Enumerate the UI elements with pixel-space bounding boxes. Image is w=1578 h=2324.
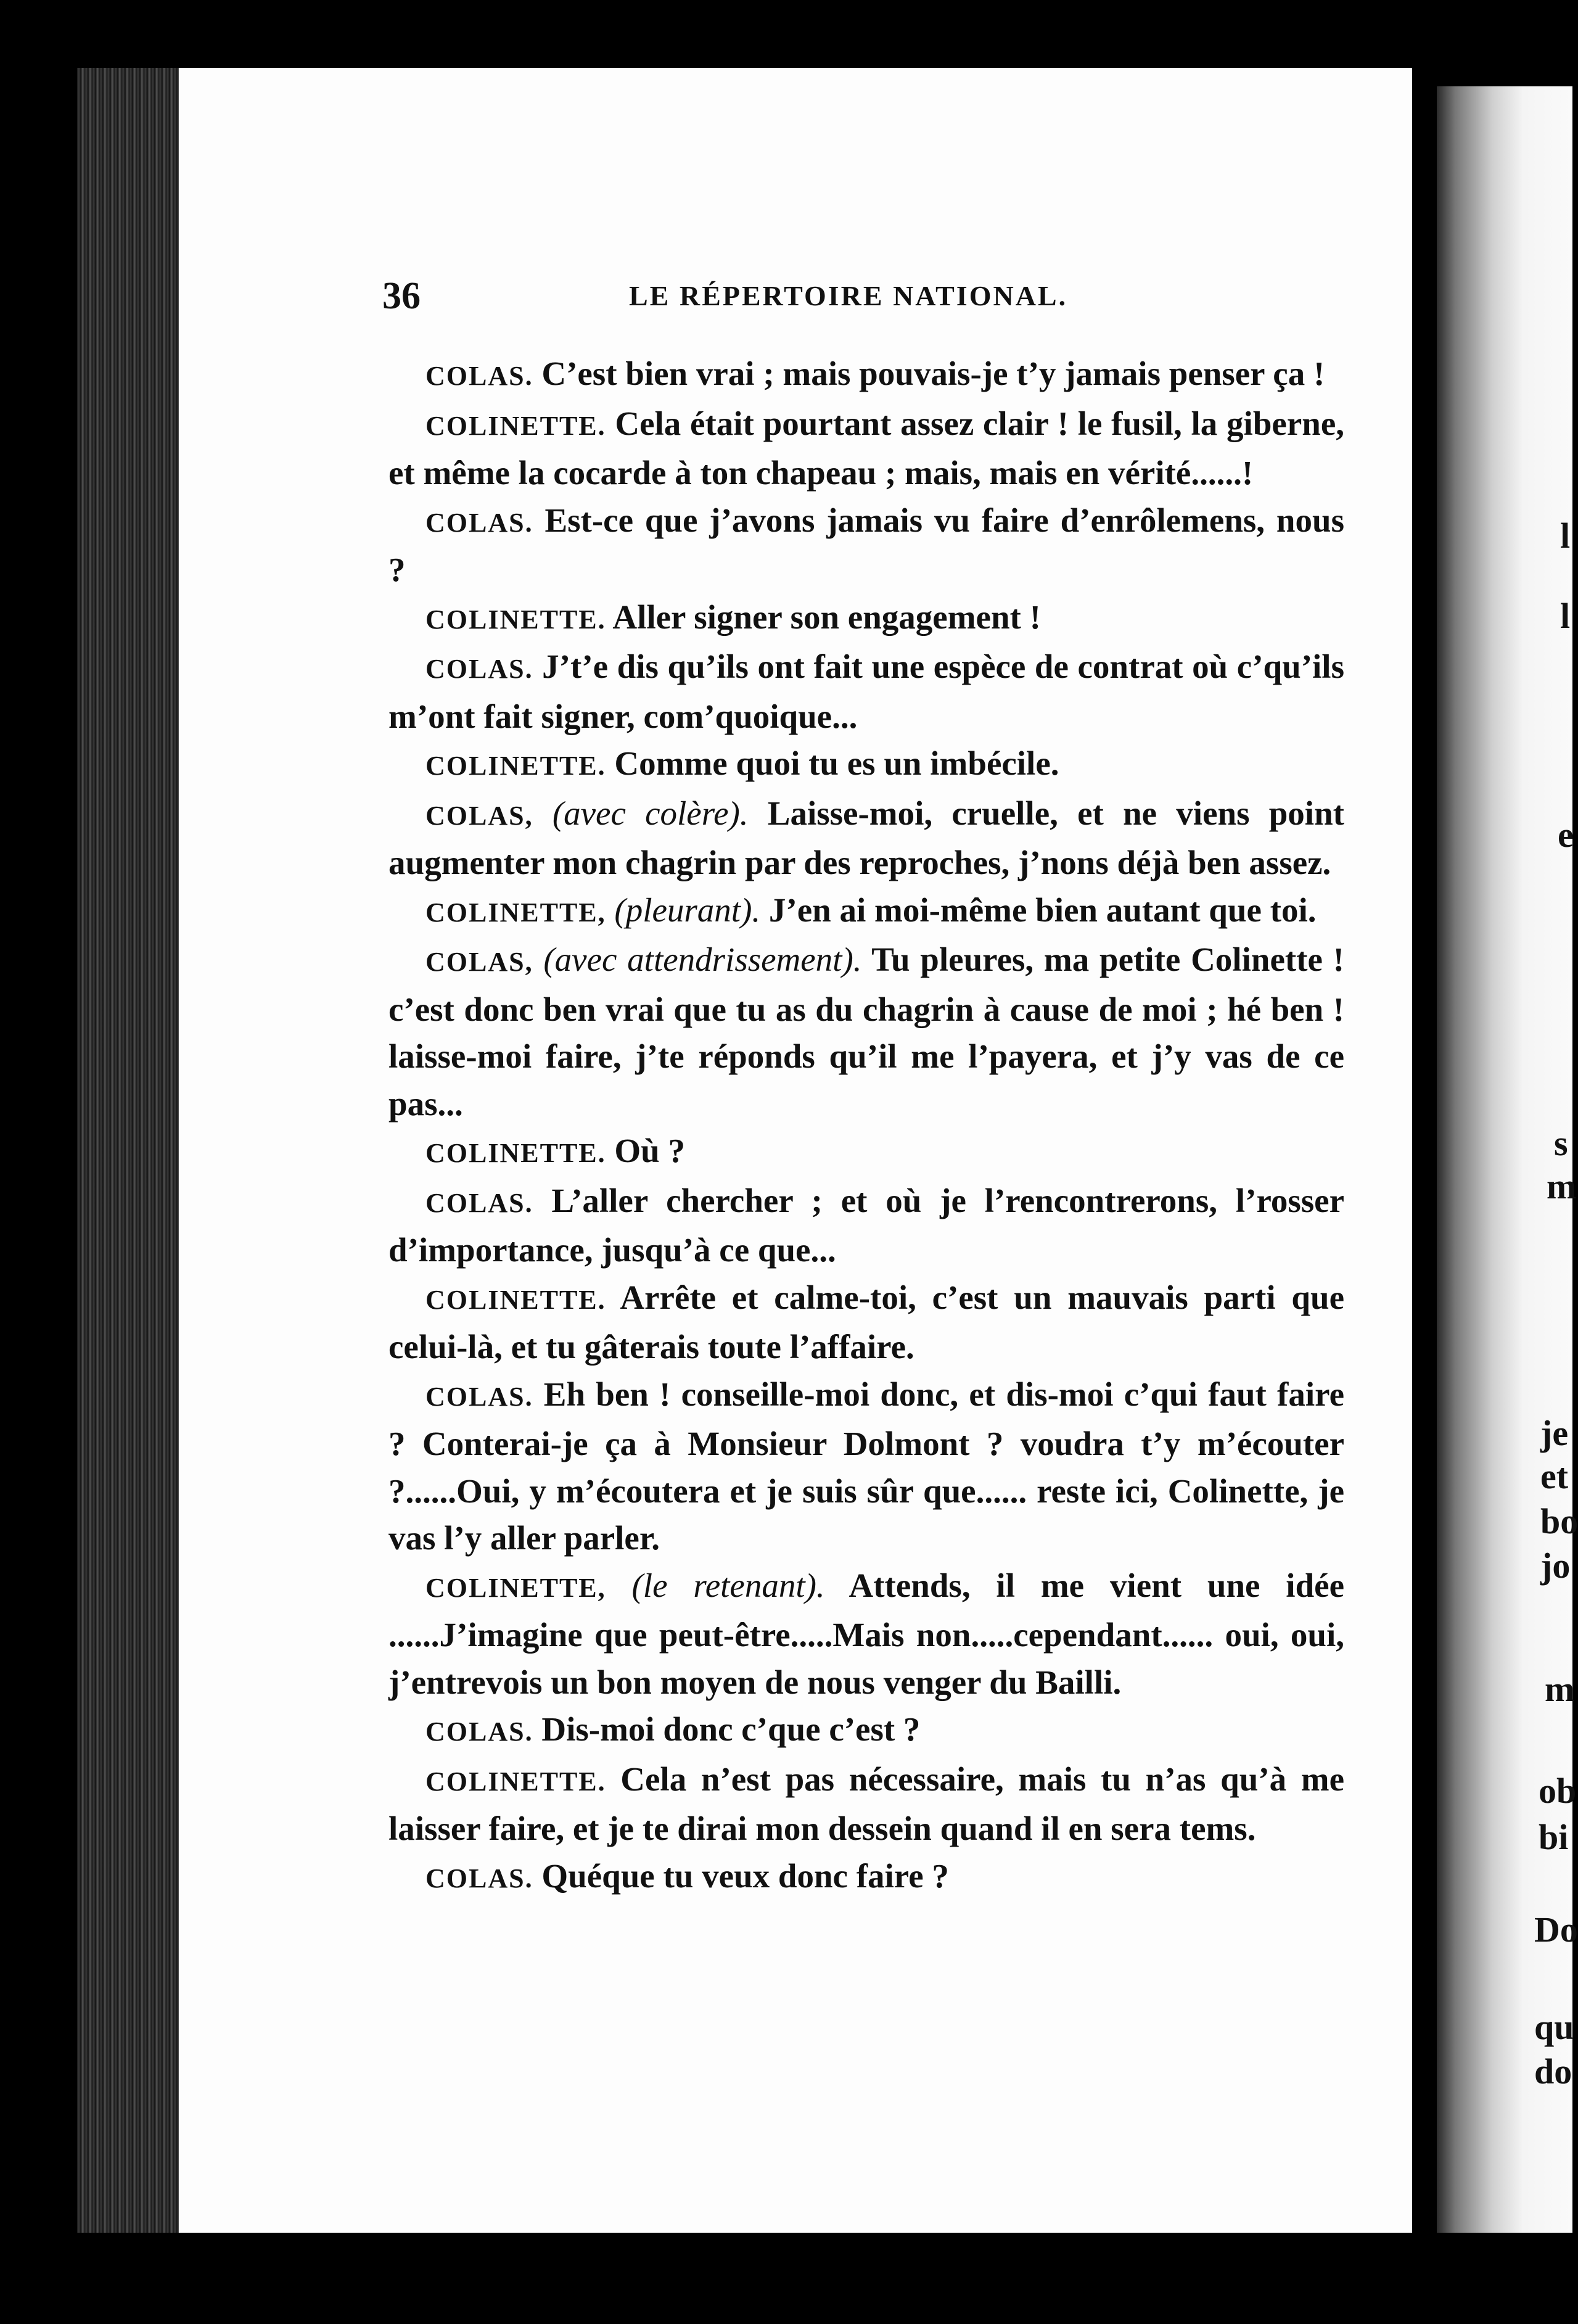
speaker-name: COLAS. <box>425 654 533 684</box>
facing-page-fragment: qu <box>1534 2007 1574 2047</box>
facing-page-edge <box>1437 86 1578 2233</box>
facing-page-fragment: l <box>1560 516 1571 556</box>
running-title: LE RÉPERTOIRE NATIONAL. <box>629 280 1068 311</box>
stage-direction: (pleurant). <box>606 891 761 929</box>
dialogue-text: Aller signer son engagement ! <box>606 598 1041 636</box>
dialogue-line <box>388 887 1344 937</box>
stage-direction: (le retenant). <box>606 1566 825 1604</box>
dialogue-line <box>388 1177 1344 1274</box>
facing-page-fragment: bo <box>1540 1501 1578 1541</box>
facing-page-fragment: s <box>1554 1123 1568 1163</box>
dialogue-text: C’est bien vrai ; mais pouvais-je t’y jamais penser ça ! <box>533 355 1325 392</box>
speaker-name: COLAS. <box>425 1863 533 1893</box>
page-header <box>382 274 1375 324</box>
dialogue-line <box>388 1706 1344 1756</box>
facing-page-fragment: e <box>1558 815 1574 855</box>
stage-direction: (avec colère). <box>533 794 749 832</box>
facing-page-fragment: et <box>1540 1456 1569 1496</box>
facing-page-fragment: ob <box>1539 1771 1577 1811</box>
dialogue-line <box>388 1371 1344 1562</box>
facing-page-fragment: m <box>1547 1166 1577 1206</box>
dialogue-line <box>388 1274 1344 1371</box>
dialogue-text: Où ? <box>606 1132 686 1169</box>
dialogue-text: Laisse-moi, cruelle, et ne viens point augmenter mon chagrin par des reproches, j’nons déjà ben assez. <box>388 794 1344 881</box>
dialogue-body <box>388 350 1344 1902</box>
dialogue-text: Dis-moi donc c’que c’est ? <box>533 1710 921 1748</box>
speaker-name: COLINETTE. <box>425 604 606 635</box>
speaker-name: COLAS. <box>425 1716 533 1747</box>
facing-page-fragment: bi <box>1539 1817 1569 1857</box>
speaker-name: COLINETTE, <box>425 897 606 928</box>
dialogue-line <box>388 497 1344 594</box>
dialogue-line <box>388 790 1344 887</box>
dialogue-text: Attends, il me vient une idée ......J’imagine que peut-être.....Mais non.....cependant...... oui, oui, j’entrevois un bon moyen de nous venger du Bailli. <box>388 1566 1344 1701</box>
dialogue-line <box>388 1756 1344 1853</box>
facing-page-fragment: Do <box>1534 1910 1578 1950</box>
dialogue-line <box>388 594 1344 644</box>
dialogue-text: L’aller chercher ; et où je l’rencontrerons, l’rosser d’importance, jusqu’à ce que... <box>388 1181 1344 1269</box>
speaker-name: COLAS, <box>425 947 533 977</box>
facing-page-fragment: jo <box>1540 1546 1571 1586</box>
dialogue-line <box>388 1562 1344 1707</box>
dialogue-line <box>388 350 1344 400</box>
speaker-name: COLAS. <box>425 361 533 391</box>
speaker-name: COLINETTE. <box>425 751 606 781</box>
speaker-name: COLINETTE. <box>425 1766 606 1797</box>
book-spine <box>77 68 179 2233</box>
page-number: 36 <box>382 275 421 317</box>
dialogue-line <box>388 1127 1344 1177</box>
dialogue-text: Quéque tu veux donc faire ? <box>533 1856 949 1895</box>
facing-page-fragment: do <box>1534 2051 1572 2091</box>
dialogue-line <box>388 1853 1344 1903</box>
dialogue-text: Tu pleures, ma petite Colinette ! c’est donc ben vrai que tu as du chagrin à cause de moi ; hé ben ! laisse-moi faire, j’te réponds qu’il me l’payera, et j’y vas de ce pas... <box>388 941 1344 1123</box>
speaker-name: COLINETTE. <box>425 410 606 441</box>
speaker-name: COLINETTE, <box>425 1572 606 1603</box>
stage-direction: (avec attendrissement). <box>533 941 862 978</box>
speaker-name: COLAS. <box>425 1381 533 1412</box>
dialogue-line <box>388 400 1344 497</box>
dialogue-line <box>388 740 1344 790</box>
speaker-name: COLAS, <box>425 800 533 831</box>
dialogue-text: Comme quoi tu es un imbécile. <box>606 744 1059 782</box>
speaker-name: COLAS. <box>425 507 533 538</box>
dialogue-text: Arrête et calme-toi, c’est un mauvais parti que celui-là, et tu gâterais toute l’affaire. <box>388 1278 1344 1366</box>
dialogue-text: Cela n’est pas nécessaire, mais tu n’as qu’à me laisser faire, et je te dirai mon dessein quand il en sera tems. <box>388 1760 1344 1847</box>
dialogue-text: Est-ce que j’avons jamais vu faire d’enrôlemens, nous ? <box>388 501 1344 588</box>
speaker-name: COLINETTE. <box>425 1138 606 1168</box>
dialogue-line <box>388 936 1344 1127</box>
speaker-name: COLINETTE. <box>425 1284 606 1315</box>
facing-page-fragment: l <box>1560 596 1571 636</box>
dialogue-text: Eh ben ! conseille-moi donc, et dis-moi c’qui faut faire ? Conterai-je ça à Monsieur Dolmont ? voudra t’y m’écouter ?......Oui, y m’écoutera et je suis sûr que...... reste ici, Colinette, je vas l’y aller parler. <box>388 1375 1344 1557</box>
dialogue-text: Cela était pourtant assez clair ! le fusil, la giberne, et même la cocarde à ton chapeau ; mais, mais en vérité......! <box>388 404 1344 492</box>
facing-page-fragment: m <box>1545 1669 1575 1709</box>
dialogue-line <box>388 643 1344 740</box>
dialogue-text: J’t’e dis qu’ils ont fait une espèce de contrat où c’qu’ils m’ont fait signer, com’quoique... <box>388 648 1344 735</box>
dialogue-text: J’en ai moi-même bien autant que toi. <box>760 891 1317 929</box>
speaker-name: COLAS. <box>425 1187 533 1218</box>
facing-page-fragment: je <box>1540 1413 1569 1453</box>
